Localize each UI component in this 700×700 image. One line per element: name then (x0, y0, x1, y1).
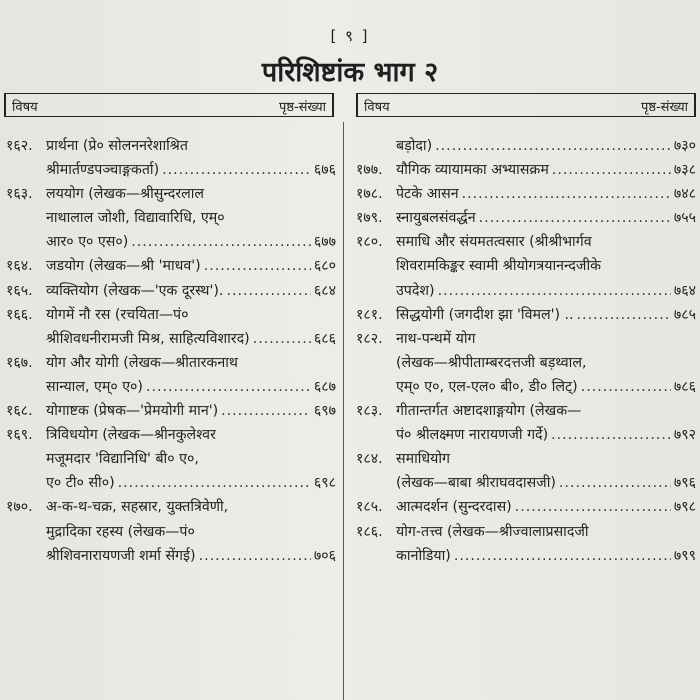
entry-page-number: ७५५ (673, 210, 696, 227)
entry-page-number: ७०६ (313, 547, 336, 564)
left-column (6, 134, 336, 568)
entry-line (6, 351, 336, 375)
entry-text: लययोग (लेखक—श्रीसुन्दरलाल (46, 186, 205, 203)
entry-text: (लेखक—श्रीपीताम्बरदत्तजी बड़थ्वाल, (396, 354, 587, 371)
entry-text: योगमें नौ रस (रचयिता—पं० (46, 306, 189, 323)
entry-page-number: ६८४ (313, 282, 336, 299)
toc-entry (6, 351, 336, 399)
entry-page-number: ७९९ (673, 547, 696, 564)
entry-text: ए० टी० सी०) (46, 475, 115, 492)
toc-entry (356, 495, 696, 519)
entry-text: योग और योगी (लेखक—श्रीतारकनाथ (46, 354, 238, 371)
entry-text: पं० श्रीलक्ष्मण नारायणजी गर्दे) (396, 427, 549, 444)
entry-page-number: ७३० (673, 138, 696, 154)
entry-line (6, 303, 336, 327)
entry-last-line (356, 495, 696, 519)
entry-line (356, 254, 696, 278)
entry-last-line (6, 279, 336, 303)
right-column-header (356, 93, 696, 117)
dot-leader (581, 375, 671, 399)
entry-text: सान्याल, एम्० ए०) (46, 378, 143, 395)
entry-last-line (356, 544, 696, 568)
entry-line (6, 447, 336, 471)
entry-text: स्नायुबलसंवर्द्धन (396, 210, 476, 227)
entry-last-line (6, 375, 336, 399)
entry-page-number: ७९८ (673, 499, 696, 516)
toc-entry (6, 303, 336, 351)
entry-line (356, 327, 696, 351)
entry-page-number: ६८७ (313, 378, 336, 395)
entry-text: आत्मदर्शन (सुन्दरदास) (396, 499, 512, 516)
entry-last-line (356, 423, 696, 447)
entry-line (356, 230, 696, 254)
entry-number: १६२. (6, 138, 33, 154)
left-column-header (4, 93, 334, 117)
entry-line (356, 351, 696, 375)
subject-header: विषय (12, 100, 38, 115)
toc-entry (6, 423, 336, 495)
entry-number: १७८. (356, 186, 383, 203)
entry-number: १८१. (356, 306, 383, 323)
entry-text: नाथालाल जोशी, विद्यावारिधि, एम्० (46, 210, 225, 227)
entry-page-number: ६८० (313, 258, 336, 275)
entry-number: १७०. (6, 499, 33, 516)
entry-page-number: ६९८ (313, 475, 336, 492)
page-count-header: पृष्ठ-संख्या (640, 100, 688, 115)
toc-entry (356, 230, 696, 302)
entry-last-line (6, 158, 336, 182)
entry-text: बड़ोदा) (396, 138, 433, 154)
entry-text: नाथ-पन्थमें योग (396, 330, 476, 347)
entry-line (6, 495, 336, 519)
toc-entry (6, 399, 336, 423)
entry-page-number: ६८६ (313, 330, 336, 347)
entry-page-number: ६९७ (313, 403, 336, 420)
entry-text: समाधि और संयमतत्वसार (श्रीश्रीभार्गव (396, 234, 592, 251)
entry-page-number: ७८६ (673, 378, 696, 395)
entry-last-line (356, 375, 696, 399)
entry-line (6, 423, 336, 447)
entry-last-line (356, 471, 696, 495)
toc-entry (356, 182, 696, 206)
dot-leader (551, 423, 671, 447)
entry-text: यौगिक व्यायामका अभ्यासक्रम (396, 162, 549, 179)
entry-line (6, 134, 336, 158)
dot-leader (118, 471, 311, 495)
entry-number: १६७. (6, 354, 33, 371)
entry-number: १७९. (356, 210, 383, 227)
entry-text: योग-तत्त्व (लेखक—श्रीज्वालाप्रसादजी (396, 523, 589, 540)
entry-number: १६६. (6, 306, 33, 323)
toc-entry (6, 279, 336, 303)
entry-page-number: ६७६ (313, 162, 336, 179)
dot-leader (515, 495, 671, 519)
dot-leader (146, 375, 311, 399)
entry-number: १८२. (356, 330, 383, 347)
subject-header: विषय (364, 100, 390, 115)
toc-entry (356, 447, 696, 495)
entry-last-line (6, 327, 336, 351)
entry-page-number: ६७७ (313, 234, 336, 251)
entry-page-number: ७८५ (673, 306, 696, 323)
entry-page-number: ७४८ (673, 186, 696, 203)
entry-text: (लेखक—बाबा श्रीराघवदासजी) (396, 475, 556, 492)
right-column (356, 134, 696, 568)
entry-line (356, 399, 696, 423)
entry-number: १६४. (6, 258, 33, 275)
entry-number: १८०. (356, 234, 383, 251)
toc-entry (356, 158, 696, 182)
entry-last-line (6, 230, 336, 254)
entry-text: उपदेश) (396, 282, 435, 299)
entry-text: सिद्धयोगी (जगदीश झा 'विमल') .. (396, 306, 574, 323)
entry-text: गीतान्तर्गत अष्टादशाङ्गयोग (लेखक— (396, 403, 582, 420)
entry-last-line (6, 471, 336, 495)
dot-leader (435, 134, 671, 158)
entry-text: जडयोग (लेखक—श्री 'माधव') (46, 258, 201, 275)
entry-number: १६९. (6, 427, 33, 444)
dot-leader (131, 230, 311, 254)
entry-text: मुद्रादिका रहस्य (लेखक—पं० (46, 523, 195, 540)
entry-page-number: ७९२ (673, 427, 696, 444)
entry-last-line (356, 158, 696, 182)
dot-leader (552, 158, 671, 182)
dot-leader (438, 279, 671, 303)
entry-text: मजूमदार 'विद्यानिधि' बी० ए०, (46, 451, 199, 468)
toc-entry (6, 254, 336, 278)
entry-text: त्रिविधयोग (लेखक—श्रीनकुलेश्वर (46, 427, 216, 444)
toc-entry (6, 182, 336, 254)
entry-text: अ-क-थ-चक्र, सहस्रार, युक्तत्रिवेणी, (46, 499, 229, 516)
dot-leader (226, 279, 310, 303)
toc-entry (356, 399, 696, 447)
entry-page-number: ७६४ (673, 282, 696, 299)
entry-text: श्रीमार्तण्डपञ्चाङ्गकर्ता) (46, 162, 160, 179)
entry-line (6, 182, 336, 206)
entry-last-line (356, 182, 696, 206)
entry-text: आर० ए० एस०) (46, 234, 129, 251)
dot-leader (199, 544, 311, 568)
entry-last-line (6, 399, 336, 423)
entry-last-line (356, 206, 696, 230)
entry-text: योगाष्टक (प्रेषक—'प्रेमयोगी मान') (46, 403, 219, 420)
toc-entry (356, 303, 696, 327)
entry-text: प्रार्थना (प्रे० सोलननरेशाश्रित (46, 138, 188, 154)
entry-number: १८५. (356, 499, 383, 516)
page-number: [ ९ ] (330, 27, 370, 45)
page-count-header: पृष्ठ-संख्या (278, 100, 326, 115)
entry-last-line (356, 134, 696, 158)
dot-leader (204, 254, 311, 278)
entry-text: एम्० ए०, एल-एल० बी०, डी० लिट्) (396, 378, 578, 395)
column-divider (343, 122, 344, 700)
entry-last-line (6, 254, 336, 278)
entry-last-line (356, 303, 696, 327)
dot-leader (479, 206, 671, 230)
entry-text: समाधियोग (396, 451, 451, 468)
dot-leader (577, 303, 671, 327)
entry-line (6, 520, 336, 544)
entry-text: कानोडिया) (396, 547, 451, 564)
entry-line (356, 447, 696, 471)
toc-entry (6, 134, 336, 182)
dot-leader (162, 158, 311, 182)
entry-last-line (6, 544, 336, 568)
entry-text: व्यक्तियोग (लेखक—'एक दूरस्थ'). (46, 282, 224, 299)
entry-page-number: ७३८ (673, 162, 696, 179)
entry-text: श्रीशिवधनीरामजी मिश्र, साहित्यविशारद) (46, 330, 250, 347)
entry-number: १८३. (356, 403, 383, 420)
toc-entry (356, 134, 696, 158)
entry-line (356, 520, 696, 544)
entry-number: १६३. (6, 186, 33, 203)
entry-text: श्रीशिवनारायणजी शर्मा सेंगई) (46, 547, 196, 564)
entry-line (6, 206, 336, 230)
dot-leader (454, 544, 671, 568)
entry-last-line (356, 279, 696, 303)
entry-text: शिवरामकिङ्कर स्वामी श्रीयोगत्रयानन्दजीके (396, 258, 602, 275)
dot-leader (559, 471, 671, 495)
dot-leader (221, 399, 311, 423)
dot-leader (462, 182, 671, 206)
toc-entry (356, 520, 696, 568)
entry-text: पेटके आसन (396, 186, 459, 203)
entry-number: १६५. (6, 282, 33, 299)
page-title: परिशिष्टांक भाग २ (261, 57, 439, 88)
entry-number: १६८. (6, 403, 33, 420)
dot-leader (253, 327, 311, 351)
toc-entry (6, 495, 336, 567)
entry-page-number: ७९६ (673, 475, 696, 492)
toc-entry (356, 206, 696, 230)
entry-number: १८४. (356, 451, 383, 468)
toc-entry (356, 327, 696, 399)
entry-number: १८६. (356, 523, 383, 540)
entry-number: १७७. (356, 162, 383, 179)
